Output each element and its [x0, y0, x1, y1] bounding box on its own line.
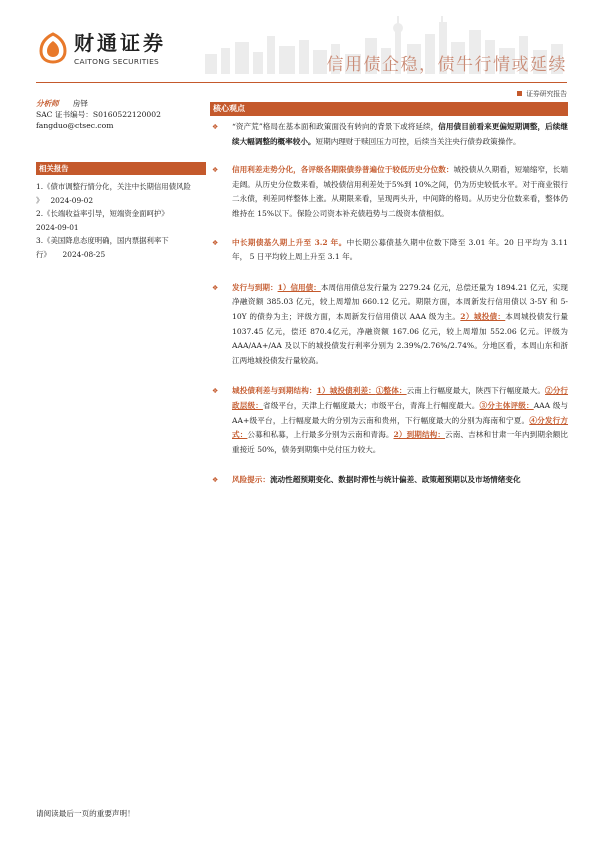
p5-item2-text: 省级平台，天津上行幅度最大；市级平台，青海上行幅度最大。 [262, 400, 480, 410]
diamond-bullet-icon: ❖ [212, 476, 219, 485]
analyst-info [36, 98, 206, 131]
diamond-bullet-icon: ❖ [212, 123, 219, 131]
analyst-email[interactable]: fangduo@ctsec.com [36, 121, 114, 130]
p1-text: “资产荒”格局在基本面和政策面没有转向的背景下或将延续， [232, 122, 439, 131]
company-logo [38, 30, 188, 72]
p5-text2: 云南、吉林和甘肃一年内到期余额比重接近 50%，债务到期集中兑付压力较大。 [232, 430, 569, 454]
related-report-title: 1.《债市调整行情分化，关注中长期信用债风险 》 [36, 182, 191, 205]
report-type-text: 证券研究报告 [526, 90, 567, 98]
p4-text2: 本周城投债发行量 1037.45 亿元，偿还 870.4亿元，净融资额 167.06 亿元，较上周增加 552.06 亿元。评级为 AAA/AA+/AA 及以下的城投债发行利率分别为 2.39%/2.76%/2.74%。分地区看，本周山东和浙江两地城投债发行量较高。 [232, 311, 569, 365]
related-report-item[interactable] [36, 180, 208, 207]
p5-heading: 城投债利差与到期结构： [232, 386, 317, 396]
header-divider [36, 82, 567, 83]
diamond-bullet-icon: ❖ [212, 387, 219, 396]
p3-text: 中长期公募债基久期中位数下降至 3.01 年。20 日平均为 3.11 年， 5 日平均较上周上升至 3.1 年。 [232, 237, 569, 262]
p5-item1-text: 云南上行幅度最大，陕西下行幅度最大。 [406, 386, 546, 396]
p5-item2-label: ②分行政层级： [232, 386, 569, 410]
sac-number: S0160522120002 [92, 110, 161, 119]
risk-text: 流动性超预期变化、数据时滞性与统计偏差、政策超预期以及市场情绪变化 [269, 475, 521, 485]
related-report-item[interactable] [36, 234, 208, 261]
report-type-label [517, 88, 567, 98]
diamond-bullet-icon: ❖ [212, 238, 219, 247]
p3-heading: 中长期债基久期上升至 3.2 年。 [232, 237, 347, 247]
logo-text-en: CAITONG SECURITIES [74, 57, 160, 66]
p5-item3-label: ③分主体评级： [479, 400, 534, 410]
paragraph-issuance-maturity [210, 281, 568, 369]
logo-text-cn: 财通证券 [74, 31, 166, 55]
p5-item3-text: AAA 级与 AA+级平台，上行幅度最大的分别为云南和贵州，下行幅度最大的分别为海南和宁夏。 [232, 400, 569, 425]
related-reports-list [36, 180, 208, 261]
core-views-title: 核心观点 [210, 102, 568, 116]
paragraph-asset-shortage [210, 120, 568, 149]
related-report-title: 3.《美国降息态度明确，国内票据利率下行》 [36, 236, 169, 259]
analyst-label: 分析师 [36, 99, 59, 108]
paragraph-fund-duration [210, 236, 568, 265]
risk-heading: 风险提示： [232, 475, 270, 485]
diamond-bullet-icon: ❖ [212, 283, 219, 292]
paragraph-chengtou-spread [210, 384, 568, 457]
related-report-date: 2024-09-01 [36, 222, 79, 232]
p4-sub2: 2）城投债： [460, 311, 506, 321]
p2-text: 城投债从久期看，短端缩窄，长端走阔。从历史分位数来看，城投债信用利差处于5%到 10%之间，仍为历史较低水平。对于商业银行二永债，利差同样整体上涨。从期限来看，呈现两头升，中间降的格局。从历史分位数来看，整体仍维持在 15%以下。保险公司资本补充债趋势与二级资本债相似。 [232, 165, 568, 218]
related-reports-title: 相关报告 [36, 162, 206, 175]
p1-bold: 信用债目前看来更偏短期调整，后续继续大幅调整的概率较小。 [232, 122, 569, 146]
p4-text1: 本周信用债总发行量为 2279.24 亿元，总偿还量为 1894.21 亿元，实现净融资额 385.03 亿元，较上周增加 660.12 亿元。期限方面，本周新发行信用债以 3-5Y 和 5-10Y 的债券为主；评级方面，本周新发行信用债以 AAA 级为主。 [232, 282, 568, 321]
p4-sub1: 1）信用债： [277, 282, 321, 292]
sac-label: SAC 证书编号： [36, 110, 93, 119]
square-marker-icon [517, 91, 522, 96]
diamond-bullet-icon: ❖ [212, 166, 219, 175]
p5-item4-label: ④分发行方式： [232, 415, 569, 440]
p5-item1-label: ①整体： [375, 386, 407, 396]
p5-sub1: 1）城投债利差： [316, 386, 376, 396]
p4-heading: 发行与到期： [232, 282, 278, 292]
paragraph-risk-warning [210, 473, 568, 488]
related-report-date: 2024-08-25 [62, 249, 106, 259]
logo-emblem-icon [38, 32, 68, 64]
related-report-title: 2.《长端收益率引导，短端资金面呵护》 [36, 209, 169, 218]
related-report-item[interactable] [36, 207, 208, 234]
analyst-name: 房铎 [72, 99, 88, 108]
related-report-date: 2024-09-02 [50, 195, 94, 205]
p1-text-end: 短期内理财于赎回压力可控，后续当关注央行债券政策操作。 [315, 136, 521, 146]
report-headline: 信用债企稳，债牛行情或延续 [326, 55, 567, 75]
disclaimer-footer: 请阅读最后一页的重要声明！ [36, 809, 135, 818]
core-views-body [210, 120, 568, 488]
paragraph-credit-spread [210, 163, 568, 221]
p2-heading: 信用利差走势分化，各评级各期限债券普遍位于较低历史分位数： [232, 165, 454, 175]
p5-sub2: 2）到期结构： [393, 430, 446, 440]
p5-item4-text: 公募和私募，上行最多分别为云南和青海。 [247, 430, 394, 440]
